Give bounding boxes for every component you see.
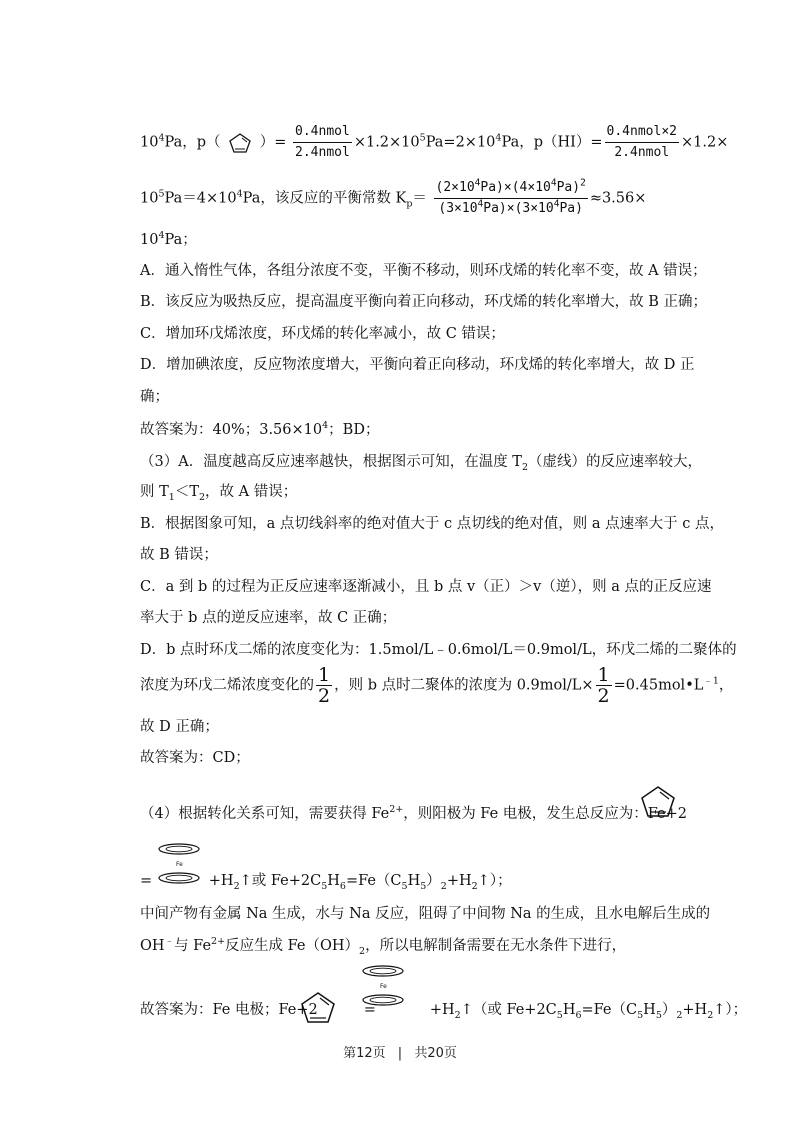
line-4: A．通入惰性气体，各组分浓度不变，平衡不移动，则环戊烯的转化率不变，故 A 错误； <box>140 263 707 279</box>
text: Pa＝4×10 <box>164 190 237 207</box>
sub: 2 <box>521 461 529 473</box>
text: +H <box>682 1002 708 1018</box>
sup: ﹣1 <box>703 675 719 687</box>
page-number: 第12页 <box>343 1046 386 1061</box>
line-15: 率大于 b 点的逆反应速率，故 C 正确； <box>140 610 397 626</box>
text: 与 Fe <box>174 938 212 954</box>
text: ↑或 Fe+2C <box>239 873 322 889</box>
text: ↑）； <box>713 1002 748 1018</box>
sup: 4 <box>158 230 165 242</box>
numerator: 0.4nmol×2 <box>605 122 679 143</box>
text: 浓度为环戊二烯浓度变化的 <box>140 677 314 694</box>
line-2 <box>140 178 646 219</box>
text: ，则 b 点时二聚体的浓度为 0.9mol/L× <box>334 677 594 694</box>
text: Pa，p（HI）= <box>501 134 603 151</box>
sub: 2 <box>199 491 206 503</box>
text: ， <box>718 677 734 694</box>
line-1 <box>140 122 728 163</box>
line-5: B．该反应为吸热反应，提高温度平衡向着正向移动，环戊烯的转化率增大，故 B 正确； <box>140 294 708 310</box>
denominator: 2.4nmol <box>295 145 350 160</box>
text: (2×10 <box>435 180 475 195</box>
sup: 4 <box>474 177 481 189</box>
sub: 2 <box>471 880 478 892</box>
line-24 <box>140 1000 747 1020</box>
line-17 <box>140 665 733 706</box>
sub: 1 <box>168 491 175 503</box>
sup: 5 <box>158 188 165 200</box>
text: 故答案为：Fe 电极；Fe+2 <box>140 1002 318 1018</box>
text: Pa，p（ <box>164 134 221 151</box>
sup: 4 <box>322 420 329 432</box>
sup: 4 <box>495 132 502 144</box>
fraction <box>293 122 352 163</box>
text: ，则阳极为 Fe 电极，发生总反应为：Fe+2 <box>403 806 687 822</box>
text: =Fe（C <box>581 1002 638 1018</box>
text: ）= <box>259 134 287 151</box>
text: Pa； <box>164 232 197 248</box>
sup: 4 <box>158 132 165 144</box>
line-7: D．增加碘浓度，反应物浓度增大，平衡向着正向移动，环戊烯的转化率增大，故 D 正 <box>140 357 695 373</box>
line-18: 故 D 正确； <box>140 719 219 735</box>
fe-label: Fe <box>176 861 183 868</box>
text: ×1.2×10 <box>353 134 420 151</box>
text: Pa，该反应的平衡常数 K <box>242 190 407 207</box>
fe-label: Fe <box>380 983 387 990</box>
text: ） <box>661 1002 677 1018</box>
text: H <box>327 873 340 889</box>
footer-separator: | <box>397 1046 403 1061</box>
sub: 5 <box>420 880 427 892</box>
sup: 5 <box>419 132 426 144</box>
sup: 4 <box>477 198 484 210</box>
sub: 6 <box>339 880 346 892</box>
ferrocene-icon <box>356 962 410 1012</box>
text: ＜T <box>174 484 199 500</box>
text: 10 <box>140 190 159 207</box>
fraction-half <box>316 665 332 706</box>
text: （4）根据转化关系可知，需要获得 Fe <box>140 806 390 822</box>
sup: ﹣ <box>164 936 175 948</box>
line-13: 故 B 错误； <box>140 547 218 563</box>
sub: 5 <box>655 1009 662 1021</box>
denominator <box>434 199 588 219</box>
line-8: 确； <box>140 389 169 405</box>
text: 故答案为：40%；3.56×10 <box>140 422 323 438</box>
text: ，故 A 错误； <box>205 484 298 500</box>
text: = <box>363 1002 376 1018</box>
sub: 2 <box>359 945 366 957</box>
page-footer <box>0 1042 800 1061</box>
line-9 <box>140 420 379 440</box>
sub: 5 <box>321 880 328 892</box>
denominator: 2 <box>597 685 610 707</box>
sub: 2 <box>440 880 447 892</box>
text: OH <box>140 938 165 954</box>
text: Pa)×(4×10 <box>480 180 551 195</box>
text: H <box>407 873 421 889</box>
line-3 <box>140 230 197 250</box>
text: ↑（或 Fe+2C <box>460 1002 557 1018</box>
text: 则 T <box>140 484 169 500</box>
text: ；BD； <box>328 422 380 438</box>
sub: 2 <box>676 1009 683 1021</box>
numerator: 1 <box>597 664 610 686</box>
text: +H <box>208 873 234 889</box>
fraction <box>605 122 679 163</box>
sup: 2+ <box>211 936 226 948</box>
line-23 <box>140 936 626 956</box>
text: ×1.2× <box>680 134 729 151</box>
text: H <box>643 1002 656 1018</box>
line-10 <box>140 452 702 472</box>
text: Pa)×(3×10 <box>483 201 554 216</box>
sub: p <box>406 198 413 210</box>
text: ≈3.56× <box>589 190 647 207</box>
sub: 6 <box>575 1009 582 1021</box>
page-total: 共20页 <box>414 1046 457 1061</box>
denominator: 2 <box>318 685 331 707</box>
fraction-half <box>596 665 612 706</box>
text: 反应生成 Fe（OH） <box>225 938 360 954</box>
line-16: D．b 点时环戊二烯的浓度变化为：1.5mol/L﹣0.6mol/L＝0.9mol/L，环戊二烯的二聚体的 <box>140 642 737 658</box>
text: =0.45mol•L <box>613 677 704 694</box>
sub: 5 <box>637 1009 644 1021</box>
sup: 2 <box>580 177 586 189</box>
text: （3）A．温度越高反应速率越快，根据图示可知，在温度 T <box>140 454 522 470</box>
sub: 5 <box>556 1009 563 1021</box>
sup: 4 <box>553 198 560 210</box>
sup: 4 <box>550 177 557 189</box>
denominator: 2.4nmol <box>614 145 670 160</box>
sub: 5 <box>401 880 408 892</box>
line-19: 故答案为：CD； <box>140 750 250 766</box>
text: （虚线）的反应速率较大， <box>528 454 703 470</box>
numerator <box>434 178 588 199</box>
cyclopentadiene-icon <box>636 782 680 822</box>
line-6: C．增加环戊烯浓度，环戊烯的转化率减小，故 C 错误； <box>140 326 505 342</box>
line-14: C．a 到 b 的过程为正反应速率逐渐减小，且 b 点 v（正）＞v（逆），则 a 点的正反应速 <box>140 579 712 595</box>
text: H <box>562 1002 576 1018</box>
ferrocene-icon <box>152 840 206 890</box>
text: +H <box>429 1002 455 1018</box>
text: (3×10 <box>438 201 478 216</box>
line-11 <box>140 482 297 502</box>
numerator: 1 <box>318 664 331 686</box>
line-12: B．根据图象可知，a 点切线斜率的绝对值大于 c 点切线的绝对值，则 a 点速率大于 c 点， <box>140 516 724 532</box>
cyclopentadiene-icon <box>225 130 255 156</box>
text: Pa) <box>556 180 581 195</box>
text: 10 <box>140 232 159 248</box>
text: Pa) <box>559 201 583 216</box>
sub: 2 <box>233 880 240 892</box>
text: =Fe（C <box>345 873 402 889</box>
text: = <box>140 873 153 889</box>
text: ，所以电解制备需要在无水条件下进行， <box>365 938 627 954</box>
text: ＝ <box>412 190 427 207</box>
text: Pa=2×10 <box>425 134 496 151</box>
line-22: 中间产物有金属 Na 生成，水与 Na 反应，阻碍了中间物 Na 的生成，且水电解后生成的 <box>140 906 711 922</box>
sub: 2 <box>707 1009 714 1021</box>
line-20 <box>140 804 687 824</box>
kp-fraction <box>434 178 588 219</box>
sup: 4 <box>236 188 243 200</box>
sub: 2 <box>454 1009 461 1021</box>
sup: 2+ <box>389 804 404 816</box>
text: ） <box>426 873 441 889</box>
text: +H <box>446 873 472 889</box>
text: 10 <box>140 134 159 151</box>
numerator: 0.4nmol <box>293 122 352 143</box>
cyclopentadiene-icon <box>296 988 340 1028</box>
text: ↑）； <box>477 873 512 889</box>
